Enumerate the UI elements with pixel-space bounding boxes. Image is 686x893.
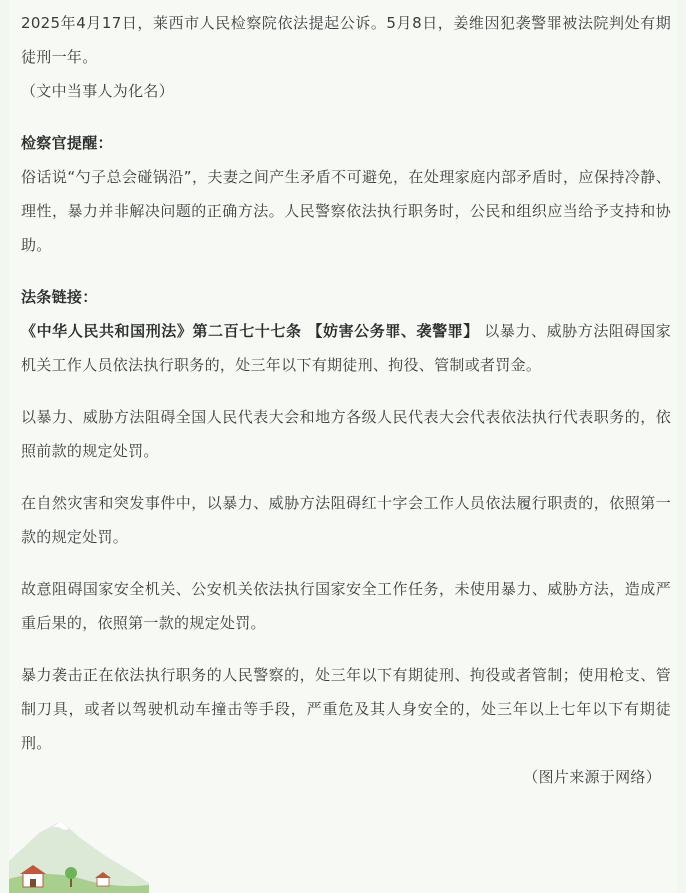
image-source-note: （图片来源于网络） bbox=[523, 768, 661, 786]
law-paragraph-5: 暴力袭击正在依法执行职务的人民警察的，处三年以下有期徒刑、拘役或者管制；使用枪支、管制刀具，或者以驾驶机动车撞击等手段，严重危及其人身安全的，处三年以上七年以下有期徒刑。 bbox=[21, 666, 671, 752]
law-paragraph-3: 在自然灾害和突发事件中，以暴力、威胁方法阻碍红十字会工作人员依法履行职责的，依照第一款的规定处罚。 bbox=[21, 494, 671, 546]
article-content bbox=[21, 6, 671, 812]
law-paragraph-1 bbox=[21, 314, 671, 382]
intro-paragraph: 2025年4月17日，莱西市人民检察院依法提起公诉。5月8日，姜维因犯袭警罪被法院判处有期徒刑一年。 bbox=[21, 14, 671, 66]
law-paragraph-1-text: 以暴力、威胁方法阻碍国家机关工作人员依法执行职务的，处三年以下有期徒刑、拘役、管制或者罚金。 bbox=[21, 322, 671, 374]
reminder-paragraph: 俗话说“勺子总会碰锅沿”，夫妻之间产生矛盾不可避免，在处理家庭内部矛盾时，应保持冷静、理性，暴力并非解决问题的正确方法。人民警察依法执行职务时，公民和组织应当给予支持和协助。 bbox=[21, 168, 671, 254]
landscape-illustration bbox=[9, 803, 149, 893]
law-title: 《中华人民共和国刑法》第二百七十七条 【妨害公务罪、袭警罪】 bbox=[21, 322, 479, 340]
name-note: （文中当事人为化名） bbox=[21, 82, 175, 100]
article-page bbox=[9, 0, 677, 893]
reminder-heading: 检察官提醒： bbox=[21, 134, 113, 152]
law-paragraph-2: 以暴力、威胁方法阻碍全国人民代表大会和地方各级人民代表大会代表依法执行代表职务的，依照前款的规定处罚。 bbox=[21, 408, 671, 460]
law-paragraph-4: 故意阻碍国家安全机关、公安机关依法执行国家安全工作任务，未使用暴力、威胁方法，造成严重后果的，依照第一款的规定处罚。 bbox=[21, 580, 671, 632]
law-heading: 法条链接： bbox=[21, 288, 98, 306]
